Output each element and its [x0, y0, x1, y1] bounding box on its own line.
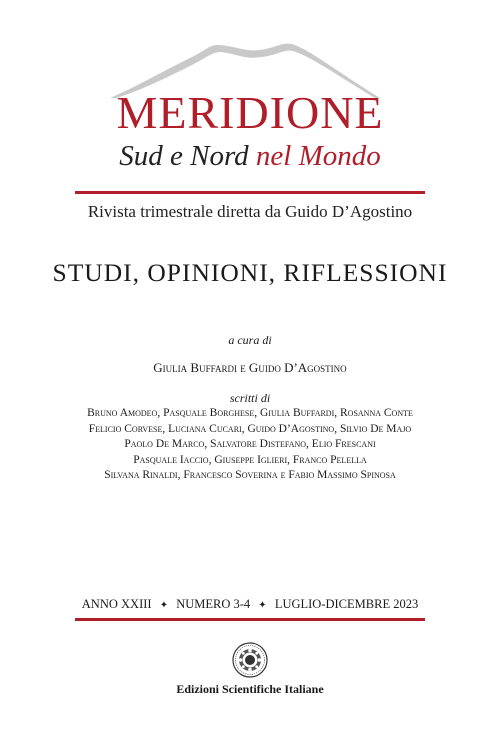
journal-title: MERIDIONE — [116, 87, 384, 138]
editors: Giulia Buffardi e Guido D’Agostino — [153, 360, 347, 375]
subtitle-part-1: Sud e Nord — [119, 140, 249, 172]
star-separator-icon: ✦ — [159, 600, 169, 611]
authors-list — [0, 406, 500, 484]
journal-subtitle — [0, 139, 500, 173]
journal-tagline: Rivista trimestrale diretta da Guido D’Agostino — [87, 202, 413, 221]
authors-line: Paolo De Marco, Salvatore Distefano, Elio Frescani — [124, 438, 376, 450]
publisher-name: Edizioni Scientifiche Italiane — [176, 682, 324, 696]
issue-heading: STUDI, OPINIONI, RIFLESSIONI — [52, 258, 448, 287]
bottom-divider — [75, 618, 425, 621]
authors-line: Felicio Corvese, Luciana Cucari, Guido D’Agostino, Silvio De Majo — [88, 422, 412, 435]
top-divider — [75, 191, 425, 194]
curated-by-label: a cura di — [228, 333, 272, 347]
subtitle-part-2: nel Mondo — [255, 140, 381, 172]
issue-period: LUGLIO-DICEMBRE 2023 — [274, 597, 419, 611]
issue-number: NUMERO 3-4 — [176, 597, 251, 611]
authors-line: Silvana Rinaldi, Francesco Soverina e Fabio Massimo Spinosa — [104, 469, 396, 481]
written-by-label: scritti di — [229, 391, 271, 405]
publisher-seal-icon — [232, 642, 268, 678]
authors-line: Bruno Amodeo, Pasquale Borghese, Giulia Buffardi, Rosanna Conte — [87, 407, 413, 419]
star-separator-icon: ✦ — [258, 600, 267, 611]
issue-info — [0, 597, 500, 613]
authors-line: Pasquale Iaccio, Giuseppe Iglieri, Franco Pelella — [133, 453, 367, 466]
issue-year: ANNO XXIII — [81, 597, 152, 611]
